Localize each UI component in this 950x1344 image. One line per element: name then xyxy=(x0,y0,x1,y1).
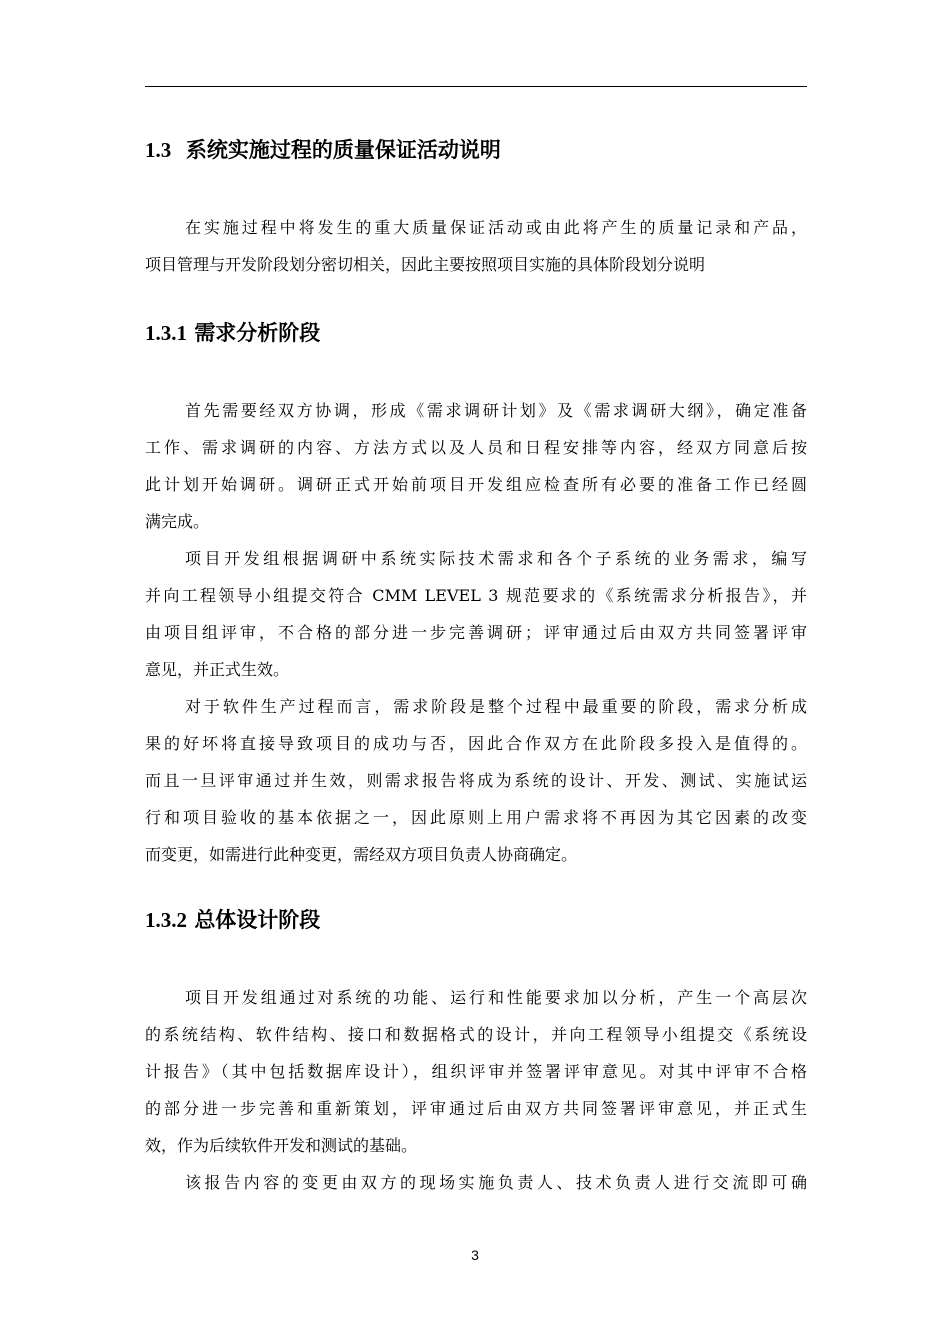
section-number: 1.3.2 xyxy=(145,908,187,932)
paragraph-line: 项目开发组根据调研中系统实际技术需求和各个子系统的业务需求，编写 xyxy=(185,549,807,568)
paragraph-line: 在实施过程中将发生的重大质量保证活动或由此将产生的质量记录和产品， xyxy=(185,218,807,237)
paragraph-line: 该报告内容的变更由双方的现场实施负责人、技术负责人进行交流即可确 xyxy=(185,1173,807,1192)
paragraph-line: 满完成。 xyxy=(145,512,210,531)
paragraph-line: 行和项目验收的基本依据之一，因此原则上用户需求将不再因为其它因素的改变 xyxy=(145,808,807,827)
paragraph-line: 而变更，如需进行此种变更，需经双方项目负责人协商确定。 xyxy=(145,845,578,864)
section-1-3-paragraph xyxy=(145,209,807,283)
section-number: 1.3.1 xyxy=(145,321,187,345)
paragraph-line: 效，作为后续软件开发和测试的基础。 xyxy=(145,1136,418,1155)
section-title: 总体设计阶段 xyxy=(194,908,321,932)
paragraph-line: 并向工程领导小组提交符合 CMM LEVEL 3 规范要求的《系统需求分析报告》，并 xyxy=(145,586,807,605)
section-title: 系统实施过程的质量保证活动说明 xyxy=(185,138,501,162)
paragraph-line: 对于软件生产过程而言，需求阶段是整个过程中最重要的阶段，需求分析成 xyxy=(185,697,807,716)
section-title: 需求分析阶段 xyxy=(194,321,321,345)
header-rule xyxy=(145,86,807,87)
paragraph-line: 项目管理与开发阶段划分密切相关，因此主要按照项目实施的具体阶段划分说明 xyxy=(145,255,706,274)
section-1-3-2-body xyxy=(145,979,807,1201)
paragraph-line: 计报告》（其中包括数据库设计），组织评审并签署评审意见。对其中评审不合格 xyxy=(145,1062,807,1081)
section-number: 1.3 xyxy=(145,138,172,162)
paragraph-line: 的部分进一步完善和重新策划，评审通过后由双方共同签署评审意见，并正式生 xyxy=(145,1099,807,1118)
paragraph-line: 项目开发组通过对系统的功能、运行和性能要求加以分析，产生一个高层次 xyxy=(185,988,807,1007)
paragraph-line: 此计划开始调研。调研正式开始前项目开发组应检查所有必要的准备工作已经圆 xyxy=(145,475,807,494)
paragraph-line: 由项目组评审，不合格的部分进一步完善调研；评审通过后由双方共同签署评审 xyxy=(145,623,807,642)
section-1-3-1-body xyxy=(145,392,807,873)
paragraph-line: 果的好坏将直接导致项目的成功与否，因此合作双方在此阶段多投入是值得的。 xyxy=(145,734,807,753)
section-heading-1-3-1 xyxy=(145,317,320,347)
paragraph-line: 工作、需求调研的内容、方法方式以及人员和日程安排等内容，经双方同意后按 xyxy=(145,438,807,457)
paragraph-line: 首先需要经双方协调，形成《需求调研计划》及《需求调研大纲》，确定准备 xyxy=(185,401,807,420)
section-heading-1-3-2 xyxy=(145,904,320,934)
paragraph-line: 的系统结构、软件结构、接口和数据格式的设计，并向工程领导小组提交《系统设 xyxy=(145,1025,807,1044)
paragraph-line: 而且一旦评审通过并生效，则需求报告将成为系统的设计、开发、测试、实施试运 xyxy=(145,771,807,790)
paragraph-line: 意见，并正式生效。 xyxy=(145,660,290,679)
page-number: 3 xyxy=(471,1247,479,1263)
section-heading-1-3 xyxy=(145,134,501,164)
